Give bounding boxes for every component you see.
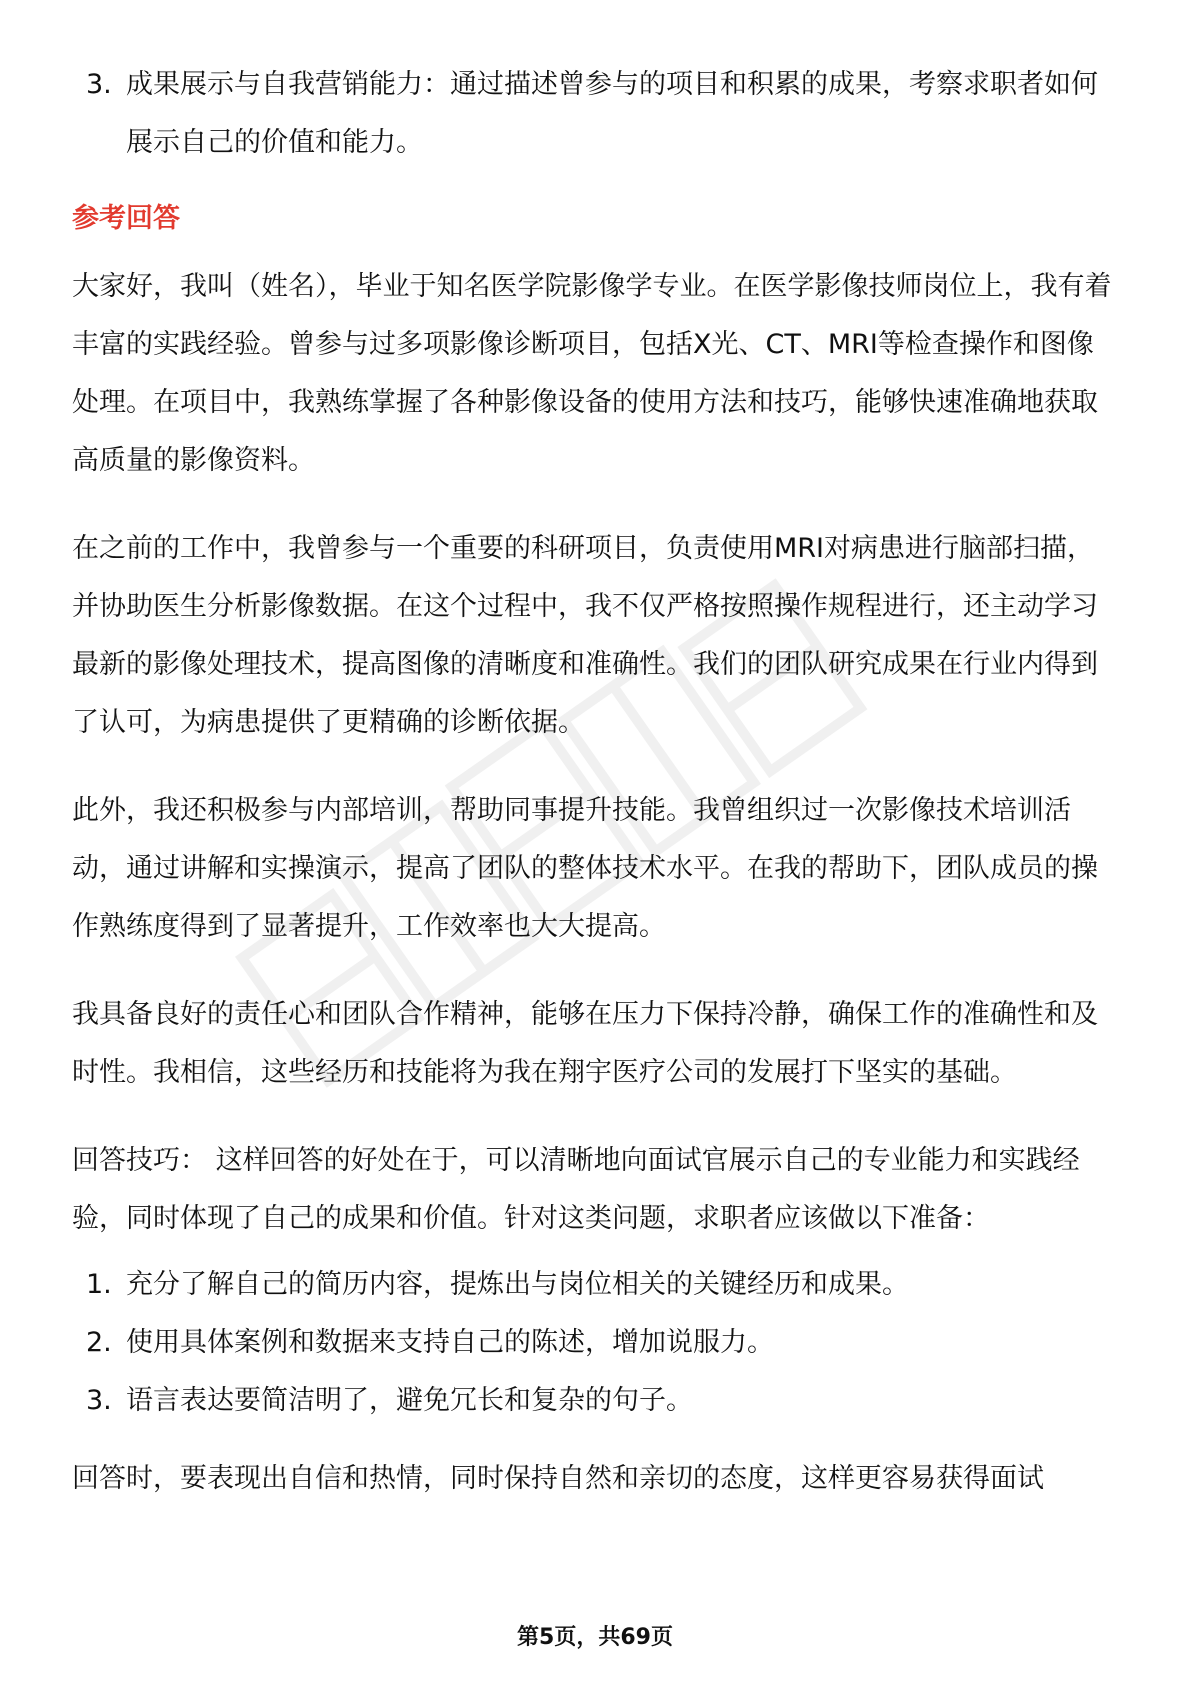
list-item bbox=[72, 56, 1112, 172]
document-body bbox=[72, 56, 1112, 1538]
list-item-text: 使用具体案例和数据来支持自己的陈述，增加说服力。 bbox=[126, 1327, 774, 1358]
list-item bbox=[72, 1314, 1112, 1372]
list-item-text: 语言表达要简洁明了，避免冗长和复杂的句子。 bbox=[126, 1385, 693, 1416]
closing-paragraph: 回答时，要表现出自信和热情，同时保持自然和亲切的态度，这样更容易获得面试 bbox=[72, 1463, 1044, 1494]
page-footer: 第5页，共69页 bbox=[517, 1625, 673, 1650]
list-item bbox=[72, 1256, 1112, 1314]
intro-list bbox=[72, 56, 1112, 172]
answer-paragraph-2: 在之前的工作中，我曾参与一个重要的科研项目，负责使用MRI对病患进行脑部扫描，并协助医生分析影像数据。在这个过程中，我不仅严格按照操作规程进行，还主动学习最新的影像处理技术，提高图像的清晰度和准确性。我们的团队研究成果在行业内得到了认可，为病患提供了更精确的诊断依据。 bbox=[72, 533, 1098, 738]
list-number: 3. bbox=[86, 69, 112, 100]
answer-paragraph-1: 大家好，我叫（姓名），毕业于知名医学院影像学专业。在医学影像技师岗位上，我有着丰富的实践经验。曾参与过多项影像诊断项目，包括X光、CT、MRI等检查操作和图像处理。在项目中，我熟练掌握了各种影像设备的使用方法和技巧，能够快速准确地获取高质量的影像资料。 bbox=[72, 271, 1112, 476]
tips-intro: 回答技巧： 这样回答的好处在于，可以清晰地向面试官展示自己的专业能力和实践经验，同时体现了自己的成果和价值。针对这类问题，求职者应该做以下准备： bbox=[72, 1145, 1080, 1234]
list-item-text: 成果展示与自我营销能力：通过描述曾参与的项目和积累的成果，考察求职者如何展示自己的价值和能力。 bbox=[126, 69, 1098, 158]
list-number: 2. bbox=[86, 1327, 112, 1358]
list-number: 1. bbox=[86, 1269, 112, 1300]
answer-paragraph-4: 我具备良好的责任心和团队合作精神，能够在压力下保持冷静，确保工作的准确性和及时性。我相信，这些经历和技能将为我在翔宇医疗公司的发展打下坚实的基础。 bbox=[72, 999, 1098, 1088]
list-item bbox=[72, 1372, 1112, 1430]
answer-paragraph-3: 此外，我还积极参与内部培训，帮助同事提升技能。我曾组织过一次影像技术培训活动，通过讲解和实操演示，提高了团队的整体技术水平。在我的帮助下，团队成员的操作熟练度得到了显著提升，工作效率也大大提高。 bbox=[72, 795, 1098, 942]
list-item-text: 充分了解自己的简历内容，提炼出与岗位相关的关键经历和成果。 bbox=[126, 1269, 909, 1300]
tips-list bbox=[72, 1256, 1112, 1430]
list-number: 3. bbox=[86, 1385, 112, 1416]
section-title: 参考回答 bbox=[72, 203, 180, 234]
